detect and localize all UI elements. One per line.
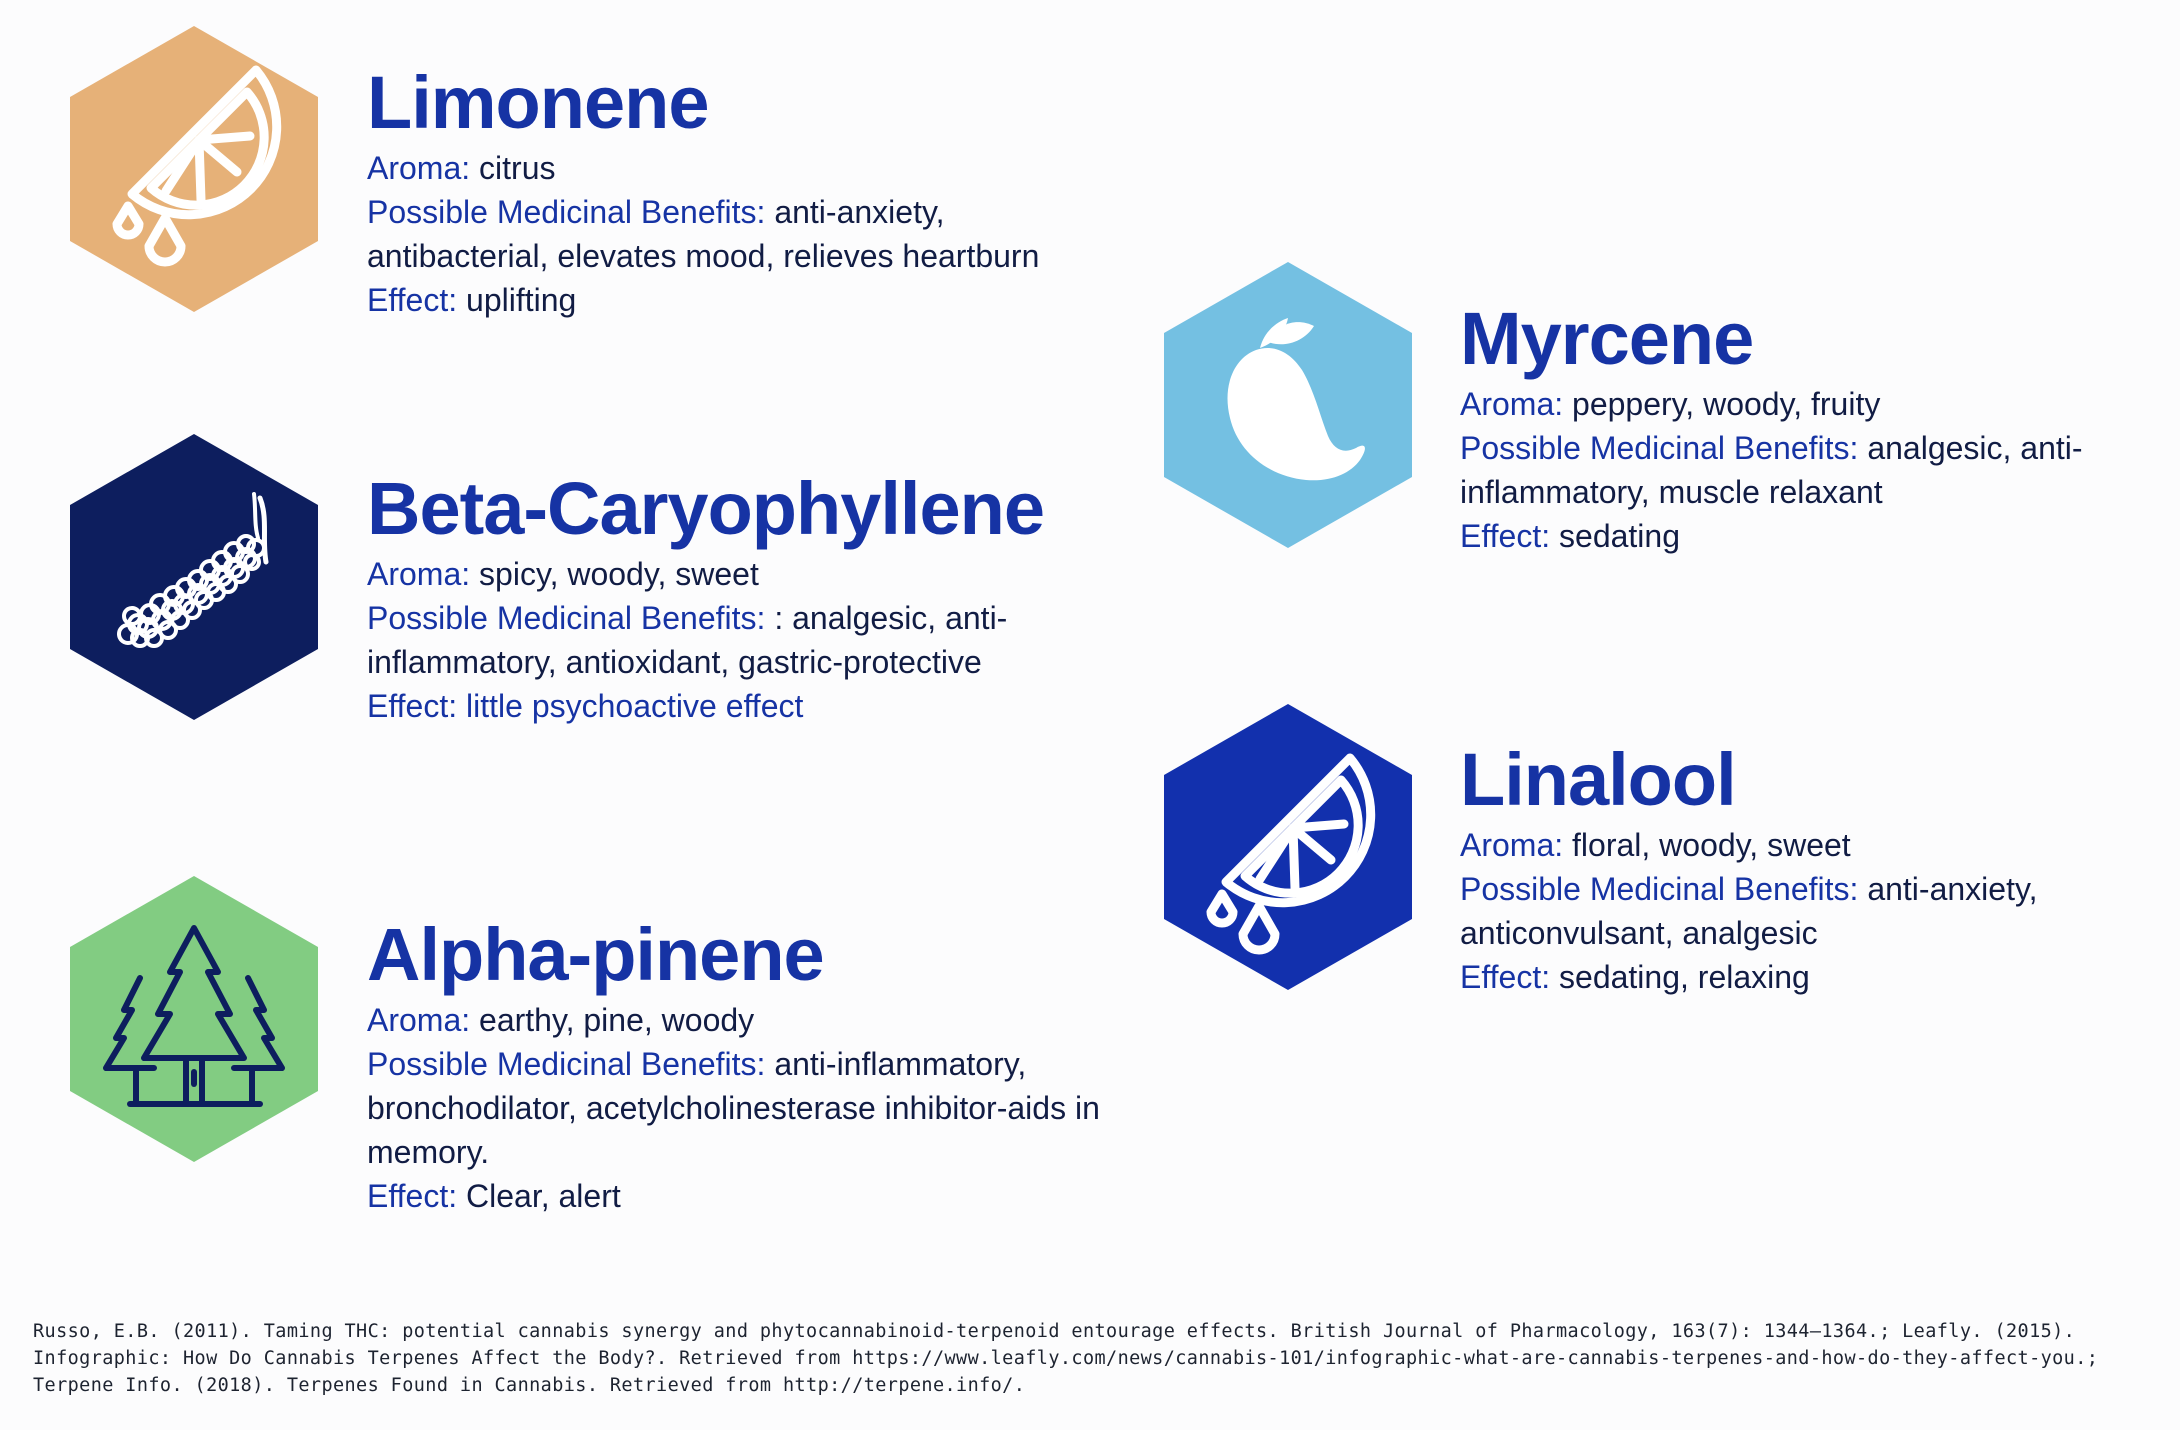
pepper-icon bbox=[70, 434, 318, 720]
benefits-value: analgesic, anti-inflammatory, muscle relaxant bbox=[1460, 430, 2083, 510]
terpene-name: Myrcene bbox=[1460, 297, 1754, 380]
lemon-drop-icon bbox=[70, 26, 318, 312]
aroma-row bbox=[1460, 382, 2160, 426]
aroma-value: peppery, woody, fruity bbox=[1572, 386, 1881, 422]
effect-value: sedating bbox=[1559, 518, 1680, 554]
aroma-value: citrus bbox=[479, 150, 556, 186]
aroma-label: Aroma: bbox=[367, 1002, 471, 1038]
aroma-value: floral, woody, sweet bbox=[1572, 827, 1851, 863]
benefits-value: : analgesic, anti-inflammatory, antioxidant, gastric-protective bbox=[367, 600, 1008, 680]
benefits-label: Possible Medicinal Benefits: bbox=[367, 600, 766, 636]
aroma-label: Aroma: bbox=[1460, 827, 1564, 863]
alpha-pinene-hexagon bbox=[70, 876, 318, 1162]
benefits-row bbox=[367, 190, 1087, 278]
benefits-row bbox=[367, 596, 1087, 684]
terpene-name: Limonene bbox=[367, 61, 709, 144]
linalool-hexagon bbox=[1164, 704, 1412, 990]
aroma-row bbox=[367, 552, 1127, 596]
aroma-label: Aroma: bbox=[367, 150, 471, 186]
aroma-row bbox=[367, 998, 1167, 1042]
effect-row bbox=[1460, 955, 2160, 999]
effect-value: uplifting bbox=[466, 282, 577, 318]
myrcene-hexagon bbox=[1164, 262, 1412, 548]
aroma-value: earthy, pine, woody bbox=[479, 1002, 755, 1038]
benefits-label: Possible Medicinal Benefits: bbox=[1460, 871, 1859, 907]
effect-label: Effect: bbox=[367, 1178, 458, 1214]
aroma-label: Aroma: bbox=[1460, 386, 1564, 422]
terpene-name: Beta-Caryophyllene bbox=[367, 467, 1044, 550]
benefits-row bbox=[367, 1042, 1167, 1174]
benefits-row bbox=[1460, 426, 2160, 514]
pine-trees-icon bbox=[70, 876, 318, 1162]
effect-label: Effect: bbox=[367, 688, 458, 724]
benefits-value: anti-anxiety, anticonvulsant, analgesic bbox=[1460, 871, 2038, 951]
citation-text: Russo, E.B. (2011). Taming THC: potential cannabis synergy and phytocannabinoid-terpenoid entourage effects. British Journal of Pharmacology, 163(7): 1344–1364.; Leafly. (2015). Infographic: How Do Cannabis Terpenes Affect the Body?. Retrieved from https://www.leafly.com/news/cannabis-101/infographic-what-are-cannabis-terpenes-and-how-do-they-affect-you.; Terpene Info. (2018). Terpenes Found in Cannabis. Retrieved from http://terpene.info/. bbox=[33, 1321, 2099, 1396]
effect-row bbox=[1460, 514, 2160, 558]
aroma-row bbox=[367, 146, 1127, 190]
effect-label: Effect: bbox=[367, 282, 458, 318]
aroma-label: Aroma: bbox=[367, 556, 471, 592]
effect-label: Effect: bbox=[1460, 518, 1551, 554]
benefits-row bbox=[1460, 867, 2100, 955]
benefits-value: anti-anxiety, antibacterial, elevates mood, relieves heartburn bbox=[367, 194, 1040, 274]
aroma-value: spicy, woody, sweet bbox=[479, 556, 759, 592]
effect-value: Clear, alert bbox=[466, 1178, 621, 1214]
effect-row bbox=[367, 278, 1127, 322]
lemon-drop-icon bbox=[1164, 704, 1412, 990]
benefits-value: anti-inflammatory, bronchodilator, acetylcholinesterase inhibitor-aids in memory. bbox=[367, 1046, 1100, 1170]
effect-value: little psychoactive effect bbox=[466, 688, 804, 724]
limonene-hexagon bbox=[70, 26, 318, 312]
benefits-label: Possible Medicinal Benefits: bbox=[367, 1046, 766, 1082]
effect-row bbox=[367, 1174, 1167, 1218]
benefits-label: Possible Medicinal Benefits: bbox=[367, 194, 766, 230]
beta-caryophyllene-hexagon bbox=[70, 434, 318, 720]
effect-row bbox=[367, 684, 1127, 728]
terpene-name: Alpha-pinene bbox=[367, 913, 824, 996]
effect-value: sedating, relaxing bbox=[1559, 959, 1810, 995]
benefits-label: Possible Medicinal Benefits: bbox=[1460, 430, 1859, 466]
terpene-name: Linalool bbox=[1460, 738, 1736, 821]
aroma-row bbox=[1460, 823, 2160, 867]
effect-label: Effect: bbox=[1460, 959, 1551, 995]
mango-icon bbox=[1164, 262, 1412, 548]
